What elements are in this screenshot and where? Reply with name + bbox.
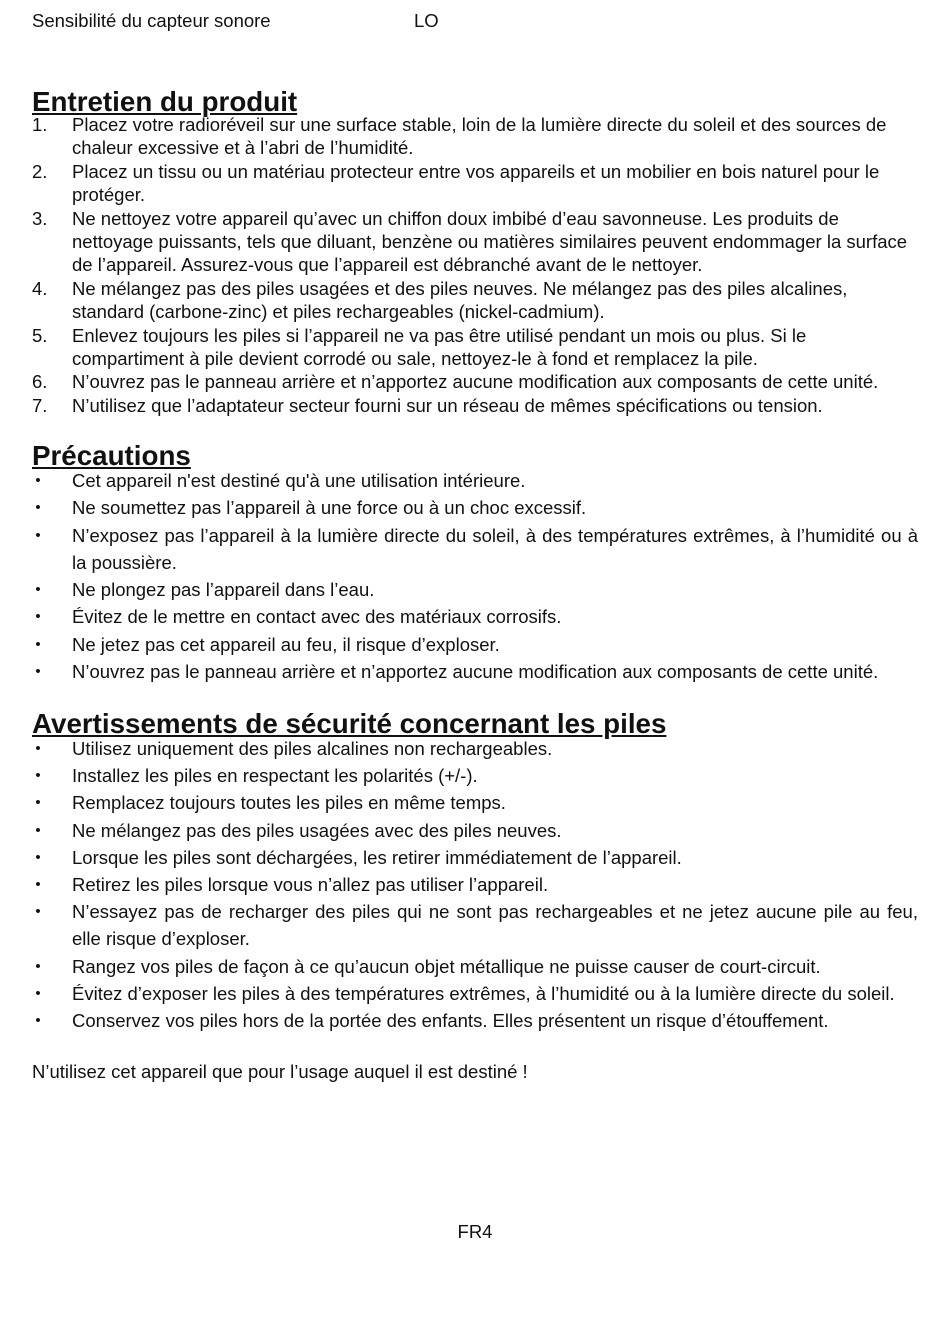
item-text: Conservez vos piles hors de la portée des enfants. Elles présentent un risque d’étouffement. <box>72 1009 829 1031</box>
precautions-title: Précautions <box>32 440 191 472</box>
item-number: 2. <box>32 160 48 182</box>
list-item <box>32 494 918 521</box>
bullet-icon: • <box>35 875 41 893</box>
bullet-icon: • <box>35 821 41 839</box>
item-text: N’essayez pas de recharger des piles qui ne sont pas rechargeables et ne jetez aucune pile au feu, elle risque d’exploser. <box>72 901 918 950</box>
list-item <box>32 658 918 685</box>
item-text: Installez les piles en respectant les polarités (+/-). <box>72 765 478 787</box>
item-number: 5. <box>32 324 48 346</box>
maintenance-title: Entretien du produit <box>32 86 298 117</box>
item-text: Utilisez uniquement des piles alcalines non rechargeables. <box>72 737 553 759</box>
spec-row <box>32 8 918 34</box>
list-item <box>32 631 918 658</box>
list-item <box>32 324 918 371</box>
list-item <box>32 898 918 952</box>
item-text: Ne jetez pas cet appareil au feu, il risque d’exploser. <box>72 633 500 655</box>
list-item <box>32 871 918 898</box>
bullet-icon: • <box>35 767 41 785</box>
item-text: Lorsque les piles sont déchargées, les retirer immédiatement de l’appareil. <box>72 846 682 868</box>
bullet-icon: • <box>35 1011 41 1029</box>
list-item <box>32 370 918 393</box>
list-item <box>32 817 918 844</box>
item-text: Ne plongez pas l’appareil dans l’eau. <box>72 579 375 601</box>
item-number: 3. <box>32 207 48 229</box>
bullet-icon: • <box>35 581 41 599</box>
item-text: N’ouvrez pas le panneau arrière et n’apportez aucune modification aux composants de cette unité. <box>72 660 879 682</box>
maintenance-list <box>32 113 918 417</box>
closing-note: N’utilisez cet appareil que pour l’usage auquel il est destiné ! <box>32 1061 528 1083</box>
list-item <box>32 467 918 494</box>
bullet-icon: • <box>35 635 41 653</box>
bullet-icon: • <box>35 662 41 680</box>
item-text: Cet appareil n'est destiné qu'à une utilisation intérieure. <box>72 470 526 492</box>
list-item <box>32 113 918 160</box>
item-text: Évitez d’exposer les piles à des températures extrêmes, à l’humidité ou à la lumière directe du soleil. <box>72 982 895 1004</box>
list-item <box>32 789 918 816</box>
list-item <box>32 762 918 789</box>
bullet-icon: • <box>35 794 41 812</box>
item-number: 1. <box>32 114 48 135</box>
battery-warnings-title: Avertissements de sécurité concernant les piles <box>32 707 667 739</box>
item-text: Ne mélangez pas des piles usagées avec des piles neuves. <box>72 819 562 841</box>
bullet-icon: • <box>35 848 41 866</box>
list-item <box>32 576 918 603</box>
bullet-icon: • <box>35 499 41 517</box>
bullet-icon: • <box>35 608 41 626</box>
item-number: 7. <box>32 394 48 416</box>
item-text: Évitez de le mettre en contact avec des matériaux corrosifs. <box>72 606 562 628</box>
item-text: N’exposez pas l’appareil à la lumière directe du soleil, à des températures extrêmes, à l’humidité ou à la poussière. <box>72 524 918 573</box>
list-item <box>32 1007 918 1034</box>
list-item <box>32 844 918 871</box>
spec-label: Sensibilité du capteur sonore <box>32 10 271 31</box>
item-text: Retirez les piles lorsque vous n’allez pas utiliser l’appareil. <box>72 873 549 895</box>
item-text: Placez votre radioréveil sur une surface stable, loin de la lumière directe du soleil et des sources de chaleur excessive et à l’abri de l’humidité. <box>72 114 887 159</box>
bullet-icon: • <box>35 903 41 921</box>
item-text: Rangez vos piles de façon à ce qu’aucun objet métallique ne puisse causer de court-circuit. <box>72 955 821 977</box>
list-item <box>32 953 918 980</box>
item-text: N’ouvrez pas le panneau arrière et n’apportez aucune modification aux composants de cette unité. <box>72 371 879 393</box>
battery-warnings-list <box>32 735 918 1034</box>
list-item <box>32 603 918 630</box>
list-item <box>32 160 918 207</box>
list-item <box>32 735 918 762</box>
document-page <box>32 8 918 1084</box>
list-item <box>32 394 918 417</box>
item-number: 4. <box>32 277 48 299</box>
bullet-icon: • <box>35 739 41 757</box>
item-number: 6. <box>32 371 48 393</box>
item-text: Ne nettoyez votre appareil qu’avec un chiffon doux imbibé d’eau savonneuse. Les produits de nettoyage puissants, tels que diluant, benzène ou matières similaires peuvent endommager la surface de l’appareil. Assurez-vous que l’appareil est débranché avant de le nettoyer. <box>72 207 908 276</box>
page-number: FR4 <box>457 1221 493 1242</box>
item-text: Remplacez toujours toutes les piles en même temps. <box>72 792 506 814</box>
item-text: Ne mélangez pas des piles usagées et des piles neuves. Ne mélangez pas des piles alcalines, standard (carbone-zinc) et piles rechargeables (nickel-cadmium). <box>72 277 848 323</box>
precautions-list <box>32 467 918 685</box>
bullet-icon: • <box>35 526 41 544</box>
bullet-icon: • <box>35 472 41 490</box>
item-text: N’utilisez que l’adaptateur secteur fourni sur un réseau de mêmes spécifications ou tension. <box>72 394 823 416</box>
list-item <box>32 980 918 1007</box>
list-item <box>32 207 918 277</box>
bullet-icon: • <box>35 957 41 975</box>
list-item <box>32 522 918 576</box>
item-text: Placez un tissu ou un matériau protecteur entre vos appareils et un mobilier en bois naturel pour le protéger. <box>72 160 880 206</box>
spec-value: LO <box>414 10 439 31</box>
list-item <box>32 277 918 324</box>
item-text: Enlevez toujours les piles si l’appareil ne va pas être utilisé pendant un mois ou plus. Si le compartiment à pile devient corrodé ou sale, nettoyez-le à fond et remplacez la pile. <box>72 324 807 370</box>
bullet-icon: • <box>35 984 41 1002</box>
item-text: Ne soumettez pas l’appareil à une force ou à un choc excessif. <box>72 497 587 519</box>
